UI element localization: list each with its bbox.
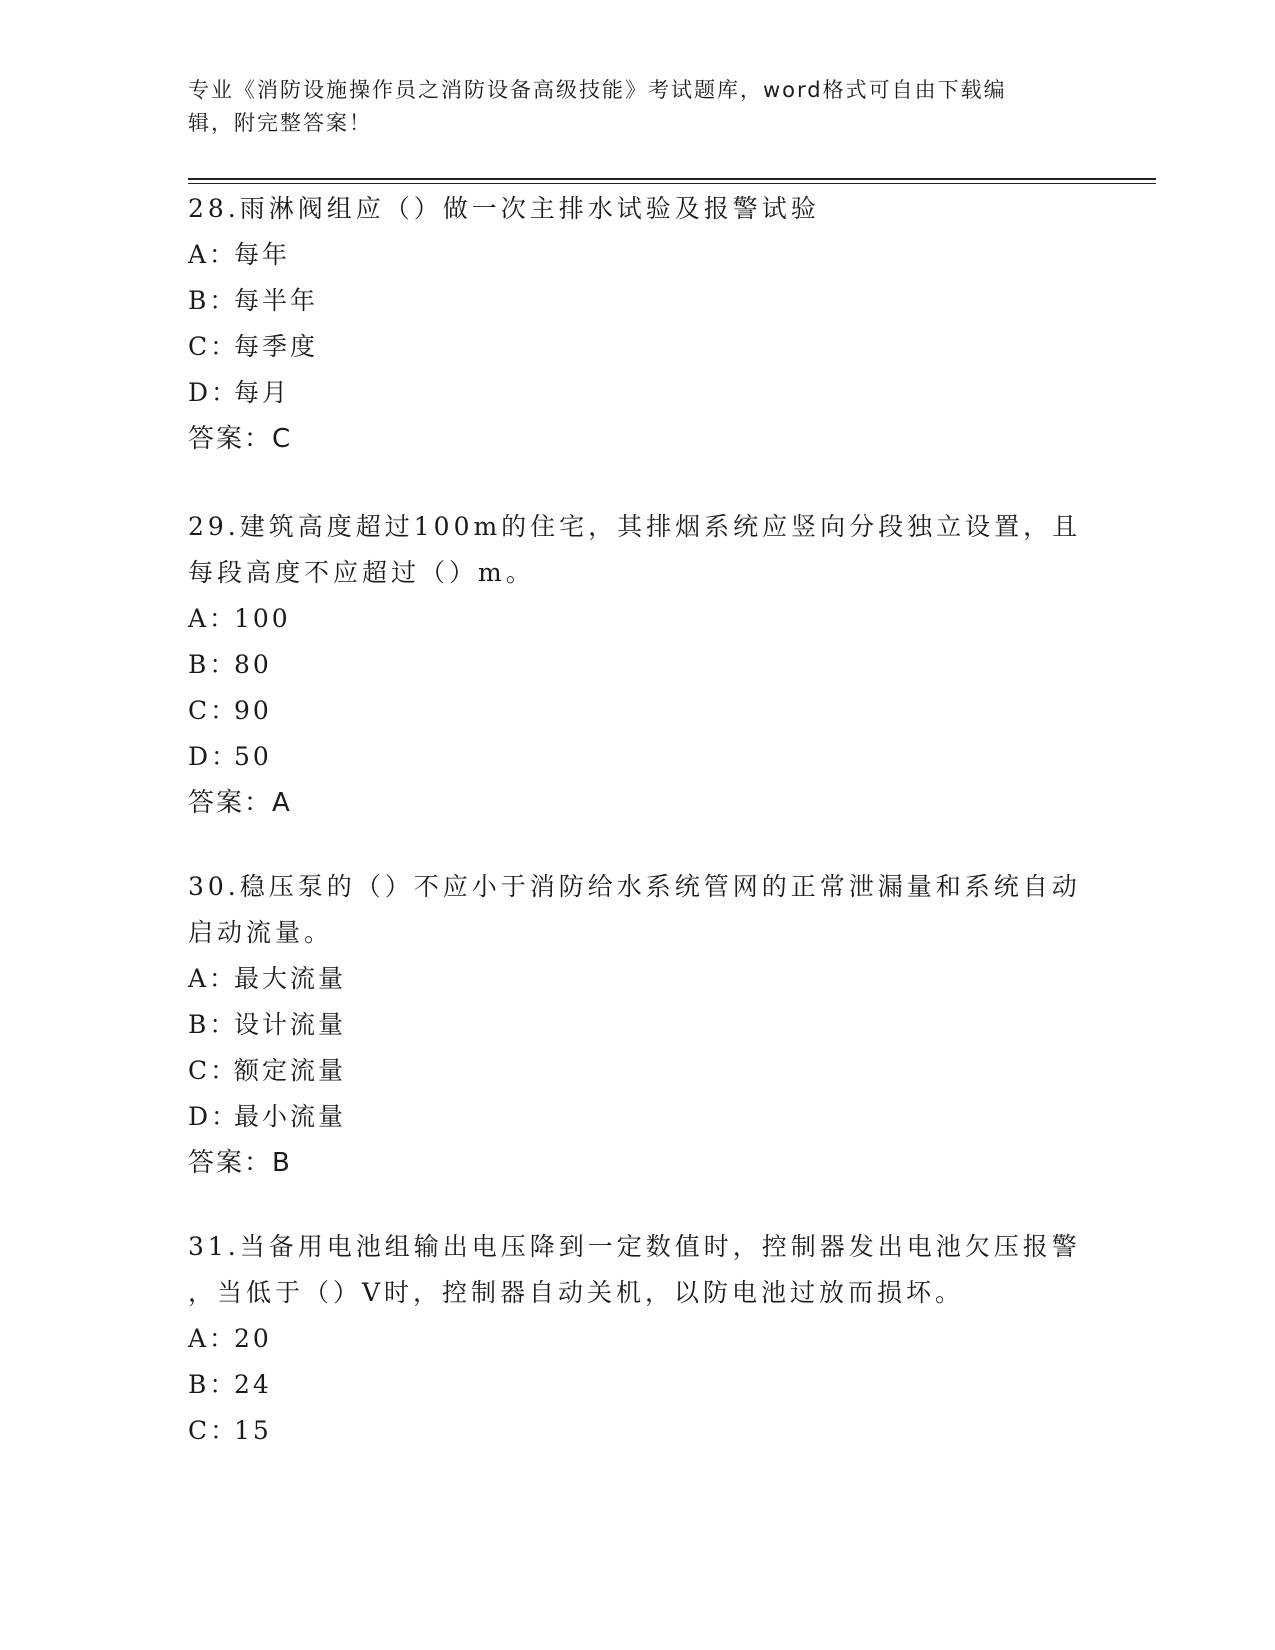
- answer-line: 答案：B: [188, 1148, 292, 1178]
- question-29: [188, 504, 1088, 826]
- question-stem-line: 29.建筑高度超过100m的住宅，其排烟系统应竖向分段独立设置，且: [188, 512, 1082, 541]
- option-text: 90: [234, 696, 272, 725]
- option-b: [188, 642, 1088, 688]
- option-text: 最小流量: [234, 1102, 347, 1131]
- question-28: [188, 186, 1088, 462]
- option-d: [188, 734, 1088, 780]
- option-letter: B：: [188, 1010, 238, 1039]
- option-a: [188, 1316, 1088, 1362]
- option-letter: D：: [188, 1102, 240, 1131]
- option-d: [188, 1094, 1088, 1140]
- option-text: 15: [234, 1416, 272, 1445]
- header-divider-thick: [188, 178, 1156, 180]
- document-header: [188, 74, 1068, 140]
- option-a: [188, 956, 1088, 1002]
- option-text: 20: [234, 1324, 272, 1353]
- option-letter: A：: [188, 1324, 238, 1353]
- question-stem-line: 28.雨淋阀组应（）做一次主排水试验及报警试验: [188, 194, 820, 223]
- question-stem-line: 30.稳压泵的（）不应小于消防给水系统管网的正常泄漏量和系统自动: [188, 872, 1081, 901]
- option-letter: B：: [188, 650, 238, 679]
- option-text: 每年: [234, 240, 291, 269]
- option-c: [188, 324, 1088, 370]
- option-c: [188, 1048, 1088, 1094]
- option-text: 50: [234, 742, 272, 771]
- option-b: [188, 1362, 1088, 1408]
- question-stem-line: ，当低于（）V时，控制器自动关机，以防电池过放而损坏。: [188, 1278, 965, 1307]
- option-text: 每月: [234, 378, 291, 407]
- answer-line: 答案：A: [188, 788, 292, 818]
- question-stem-line: 启动流量。: [188, 918, 334, 947]
- answer-line: 答案：C: [188, 424, 293, 454]
- option-c: [188, 1408, 1088, 1454]
- option-a: [188, 596, 1088, 642]
- option-a: [188, 232, 1088, 278]
- option-letter: B：: [188, 286, 238, 315]
- option-letter: D：: [188, 378, 240, 407]
- question-stem-line: 31.当备用电池组输出电压降到一定数值时，控制器发出电池欠压报警: [188, 1232, 1081, 1261]
- header-line-1: 专业《消防设施操作员之消防设备高级技能》考试题库，word格式可自由下载编: [188, 78, 1007, 102]
- option-letter: C：: [188, 1056, 239, 1085]
- option-b: [188, 1002, 1088, 1048]
- question-stem-line: 每段高度不应超过（）m。: [188, 558, 535, 587]
- option-b: [188, 278, 1088, 324]
- option-letter: D：: [188, 742, 240, 771]
- option-letter: C：: [188, 696, 239, 725]
- header-divider-thin: [188, 183, 1156, 184]
- option-letter: C：: [188, 332, 239, 361]
- option-text: 额定流量: [234, 1056, 347, 1085]
- option-text: 设计流量: [234, 1010, 347, 1039]
- option-text: 80: [234, 650, 272, 679]
- question-31: [188, 1224, 1088, 1454]
- option-letter: B：: [188, 1370, 238, 1399]
- option-c: [188, 688, 1088, 734]
- question-30: [188, 864, 1088, 1186]
- option-text: 每季度: [234, 332, 319, 361]
- option-letter: A：: [188, 964, 238, 993]
- header-line-2: 辑，附完整答案！: [188, 111, 372, 135]
- option-text: 每半年: [234, 286, 319, 315]
- option-letter: C：: [188, 1416, 239, 1445]
- option-text: 24: [234, 1370, 272, 1399]
- option-text: 最大流量: [234, 964, 347, 993]
- option-text: 100: [234, 604, 291, 633]
- option-d: [188, 370, 1088, 416]
- option-letter: A：: [188, 604, 238, 633]
- option-letter: A：: [188, 240, 238, 269]
